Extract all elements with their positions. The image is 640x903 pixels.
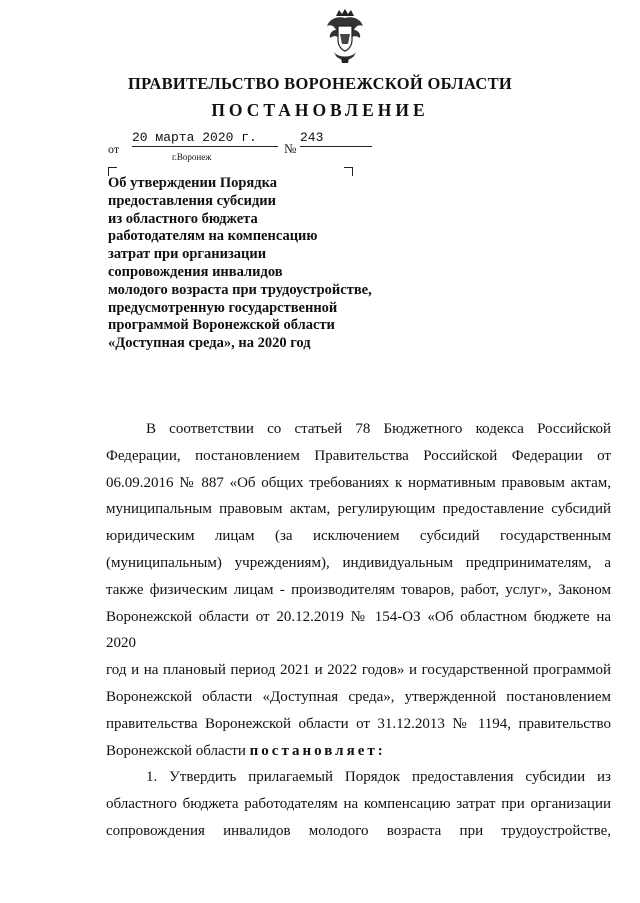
item-line: сопровождения инвалидов молодого возраста при трудоустройстве,	[106, 822, 611, 839]
subject-line: предоставления субсидии	[108, 192, 277, 209]
number-prefix: №	[284, 141, 297, 156]
date-number-row	[108, 130, 408, 160]
item-line: областного бюджета работодателям на компенсацию затрат при организации	[106, 796, 611, 813]
subject-line: «Доступная среда», на 2020 год	[108, 335, 311, 352]
body-line: год и на плановый период 2021 и 2022 годов» и государственной программой	[106, 662, 611, 679]
body-line: Федерации, постановлением Правительства Российской Федерации от	[106, 447, 611, 464]
subject-line: затрат при организации	[108, 246, 267, 263]
document-subject	[108, 175, 428, 353]
subject-line: сопровождения инвалидов	[108, 263, 283, 280]
government-title: ПРАВИТЕЛЬСТВО ВОРОНЕЖСКОЙ ОБЛАСТИ	[127, 74, 513, 93]
item-line: 1. Утвердить прилагаемый Порядок предоставления субсидии из	[146, 769, 611, 786]
subject-line: Об утверждении Порядка	[108, 175, 277, 191]
subject-line: из областного бюджета	[108, 210, 258, 227]
body-line: Воронежской области «Доступная среда», утвержденной постановлением	[106, 688, 611, 705]
body-line: также физическим лицам - производителям товаров, работ, услуг», Законом	[106, 581, 611, 598]
body-line: муниципальным правовым актам, регулирующим предоставление субсидий	[106, 501, 611, 518]
city-label: г.Воронеж	[172, 152, 212, 162]
resolves-word: постановляет:	[249, 742, 386, 759]
subject-line: предусмотренную государственной	[108, 299, 338, 316]
body-line: 06.09.2016 № 887 «Об общих требованиях к нормативным правовым актам,	[106, 474, 611, 491]
subject-line: молодого возраста при трудоустройстве,	[108, 281, 372, 298]
body-line: В соответствии со статьей 78 Бюджетного кодекса Российской	[146, 421, 611, 437]
document-date: 20 марта 2020 г.	[132, 130, 278, 147]
coat-of-arms-icon	[324, 8, 366, 64]
subject-line: работодателям на компенсацию	[108, 228, 318, 245]
body-line: правительства Воронежской области от 31.12.2013 № 1194, правительство	[106, 715, 611, 732]
date-prefix: от	[108, 142, 120, 156]
document-body	[106, 416, 611, 845]
resolution-lead: Воронежской области	[106, 742, 250, 759]
document-type: ПОСТАНОВЛЕНИЕ	[211, 100, 429, 120]
body-line-resolution	[106, 738, 611, 765]
document-number: 243	[300, 130, 372, 147]
body-line: юридическим лицам (за исключением субсидий государственным	[106, 528, 611, 545]
body-line: (муниципальным) учреждениям), индивидуальным предпринимателям, а	[106, 554, 611, 571]
body-line: Воронежской области от 20.12.2019 № 154-ОЗ «Об областном бюджете на 2020	[106, 608, 611, 652]
subject-line: программой Воронежской области	[108, 317, 335, 334]
